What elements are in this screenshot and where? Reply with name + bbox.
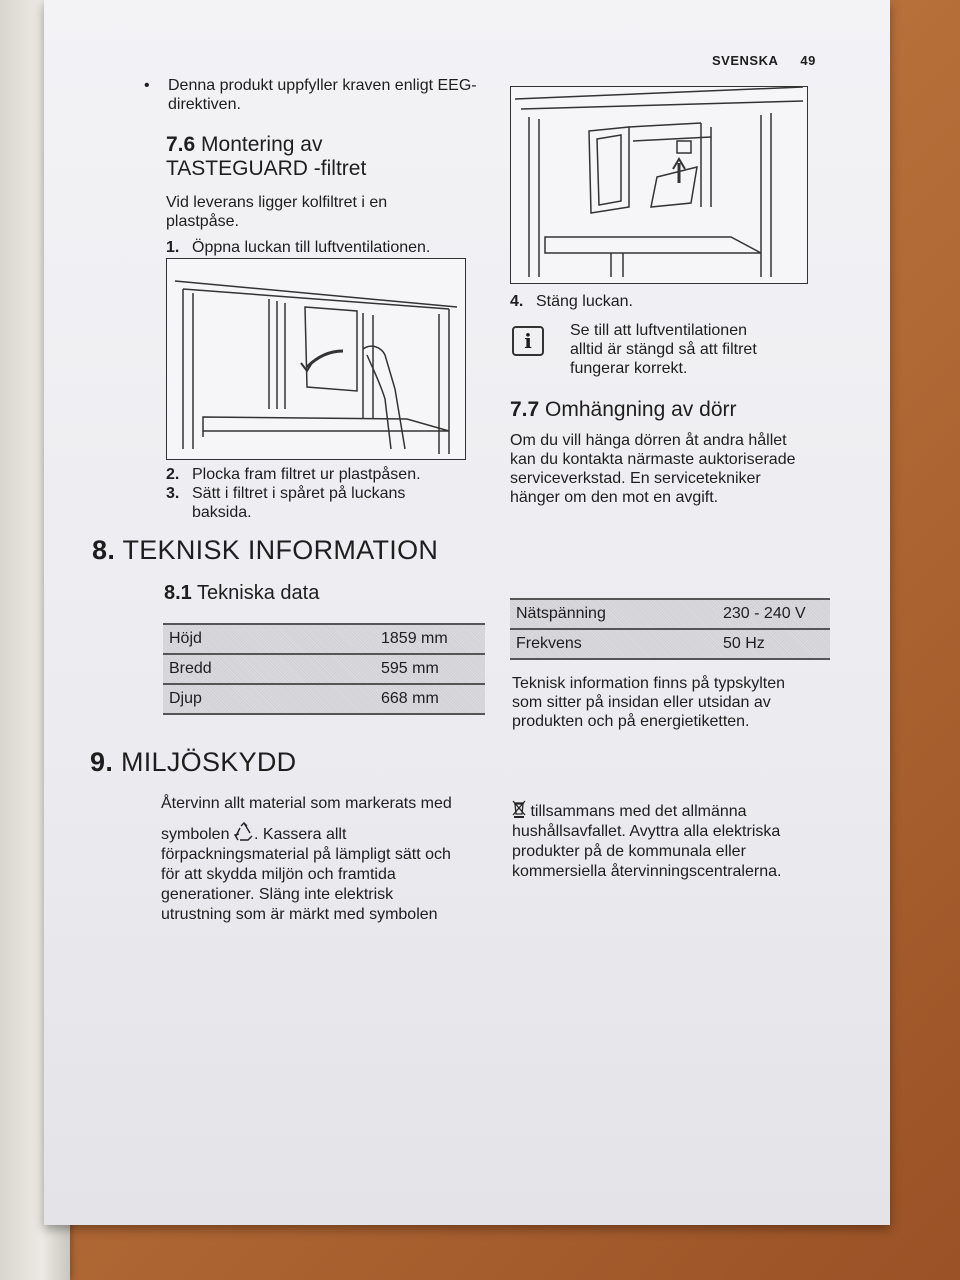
section-7-7-body [510, 431, 796, 507]
section-7-6-title [166, 133, 366, 181]
intro-line1: Vid leverans ligger kolfiltret i en [166, 194, 388, 211]
crossed-bin-icon [512, 800, 526, 818]
info-line3: fungerar korrekt. [570, 360, 688, 377]
step-4 [510, 292, 633, 311]
info-line1: Se till att luftventilationen [570, 322, 747, 339]
section-7-6-title-line1: Montering av [201, 133, 323, 156]
info-note [570, 321, 757, 378]
figure-open-vent-drawing [167, 259, 465, 459]
tech-note-line2: som sitter på insidan eller utsidan av [512, 694, 771, 711]
env-right-line2: hushållsavfallet. Avyttra alla elektriska [512, 823, 781, 840]
row-value: 1859 mm [375, 624, 485, 654]
env-right-line1: tillsammans med det allmänna [530, 803, 747, 820]
env-line4: för att skydda miljön och framtida [161, 866, 396, 883]
table-row [163, 684, 485, 714]
row-label: Djup [163, 684, 375, 714]
row-value: 50 Hz [717, 629, 830, 659]
step-3-number: 3. [166, 485, 180, 502]
table-row [163, 624, 485, 654]
step-2 [166, 465, 421, 484]
section-7-7-line2: kan du kontakta närmaste auktoriserade [510, 451, 796, 468]
manual-page [44, 0, 890, 1225]
row-value: 668 mm [375, 684, 485, 714]
env-line1: Återvinn allt material som markerats med [161, 795, 452, 812]
row-value: 230 - 240 V [717, 599, 830, 629]
section-7-6-number: 7.6 [166, 133, 196, 156]
figure-insert-filter-drawing [511, 87, 807, 283]
step-3 [166, 484, 405, 522]
section-8-title-text: TEKNISK INFORMATION [122, 535, 439, 565]
section-7-7-number: 7.7 [510, 398, 540, 421]
row-label: Bredd [163, 654, 375, 684]
section-9-right-text [512, 800, 781, 882]
step-3-line2: baksida. [192, 504, 252, 521]
page-header [712, 53, 816, 68]
section-8-number: 8. [92, 535, 116, 565]
step-1-text: Öppna luckan till luftventilationen. [192, 239, 431, 256]
recycle-icon [234, 822, 254, 842]
env-line2b: . Kassera allt [253, 826, 347, 843]
section-7-6-intro [166, 193, 387, 231]
bullet-item [144, 76, 498, 114]
section-9-title-text: MILJÖSKYDD [120, 747, 297, 777]
env-right-line3: produkter på de kommunala eller [512, 843, 746, 860]
env-right-line4: kommersiella återvinningscentralerna. [512, 863, 782, 880]
env-line3: förpackningsmaterial på lämpligt sätt och [161, 846, 451, 863]
tech-note-line3: produkten och på energietiketten. [512, 713, 750, 730]
row-label: Nätspänning [510, 599, 717, 629]
step-2-number: 2. [166, 466, 180, 483]
section-8-1-title-text: Tekniska data [197, 582, 320, 604]
section-7-7-title [510, 398, 737, 422]
step-3-line1: Sätt i filtret i spåret på luckans [192, 485, 406, 502]
step-1 [166, 238, 430, 257]
section-7-7-line3: serviceverkstad. En servicetekniker [510, 470, 761, 487]
table-row [510, 629, 830, 659]
bullet-text: Denna produkt uppfyller kraven enligt EEG-direktiven. [168, 77, 477, 113]
table-row [163, 654, 485, 684]
tech-data-table-right [510, 598, 830, 660]
tech-note-line1: Teknisk information finns på typskylten [512, 675, 786, 692]
section-8-1-title [164, 581, 319, 605]
step-2-text: Plocka fram filtret ur plastpåsen. [192, 466, 421, 483]
section-8-1-number: 8.1 [164, 582, 192, 604]
tech-data-table-left [163, 623, 485, 715]
tech-info-note [512, 674, 785, 731]
section-9-number: 9. [90, 747, 114, 777]
step-1-number: 1. [166, 239, 180, 256]
section-7-7-line1: Om du vill hänga dörren åt andra hållet [510, 432, 787, 449]
section-9-left-text [161, 794, 452, 925]
env-line5: generationer. Släng inte elektrisk [161, 886, 394, 903]
section-7-6-title-line2: TASTEGUARD -filtret [166, 157, 367, 180]
header-language: SVENSKA [712, 53, 779, 68]
section-8-title [92, 535, 438, 565]
info-icon: i [512, 326, 544, 356]
section-7-7-title-text: Omhängning av dörr [545, 398, 737, 421]
env-line6: utrustning som är märkt med symbolen [161, 906, 438, 923]
intro-line2: plastpåse. [166, 213, 239, 230]
step-4-number: 4. [510, 293, 524, 310]
figure-open-vent [166, 258, 466, 460]
bullet-dot: • [144, 77, 150, 94]
page-number: 49 [800, 53, 816, 68]
step-4-text: Stäng luckan. [536, 293, 633, 310]
figure-insert-filter [510, 86, 808, 284]
row-label: Höjd [163, 624, 375, 654]
section-9-title [90, 747, 296, 777]
table-row [510, 599, 830, 629]
info-line2: alltid är stängd så att filtret [570, 341, 757, 358]
section-7-7-line4: hänger om den mot en avgift. [510, 489, 719, 506]
row-label: Frekvens [510, 629, 717, 659]
row-value: 595 mm [375, 654, 485, 684]
env-line2a: symbolen [161, 826, 230, 843]
